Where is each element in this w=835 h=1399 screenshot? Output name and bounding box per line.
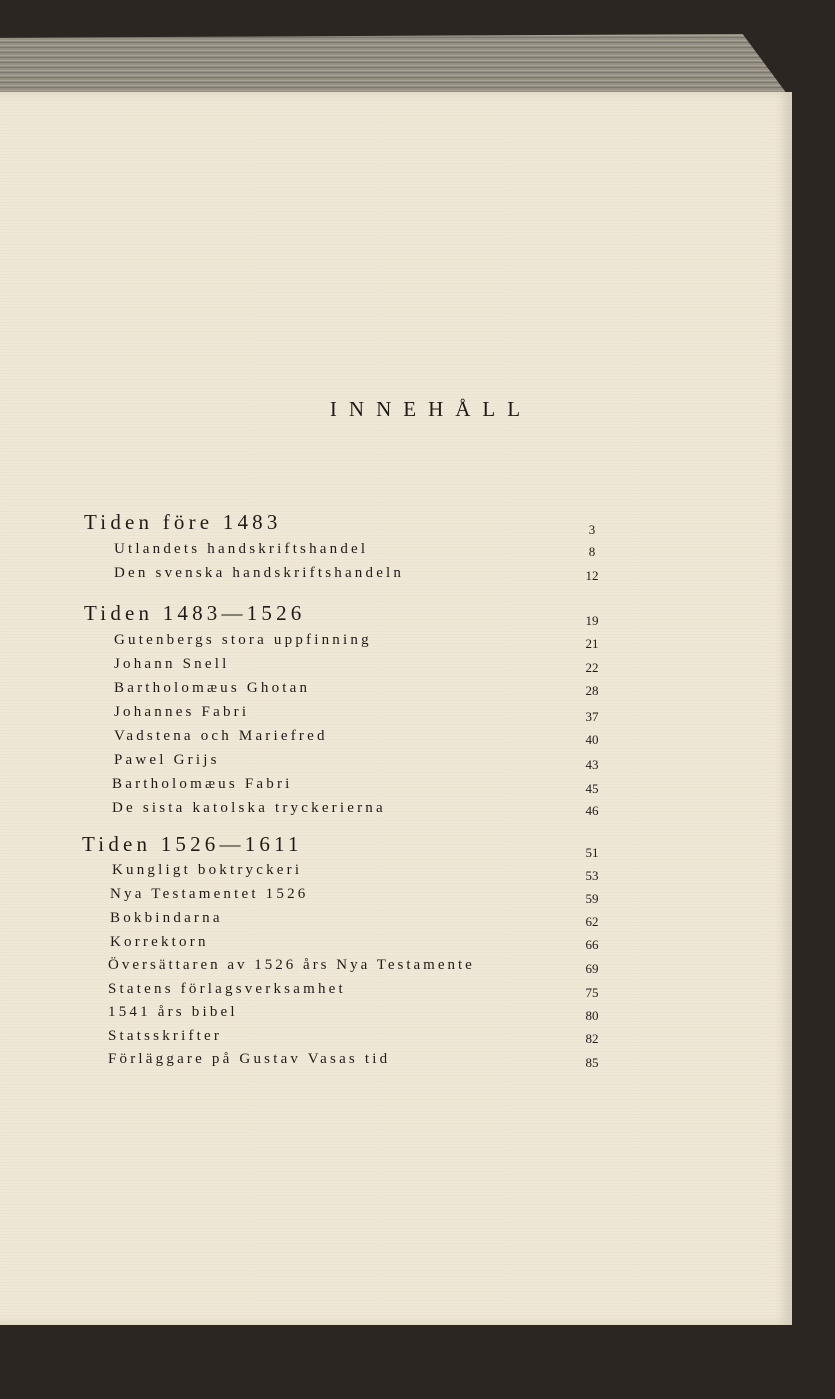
- toc-entry-page: 51: [585, 845, 599, 860]
- toc-entry-title: De sista katolska tryckerierna: [112, 800, 386, 816]
- book-page: [0, 92, 792, 1325]
- toc-entry-page: 75: [585, 985, 599, 1000]
- toc-entry-title: Bokbindarna: [110, 910, 223, 926]
- toc-entry-title: Kungligt boktryckeri: [112, 862, 303, 878]
- toc-entry-page: 19: [585, 613, 599, 628]
- page-edges: [0, 34, 790, 98]
- toc-entry-page: 85: [585, 1055, 599, 1070]
- toc-entry-title: Johannes Fabri: [114, 704, 250, 720]
- toc-entry-title: Utlandets handskriftshandel: [114, 541, 369, 557]
- toc-entry-page: 37: [585, 709, 599, 724]
- toc-entry-page: 40: [585, 732, 599, 747]
- toc-entry-title: Bartholomæus Fabri: [112, 776, 293, 792]
- toc-entry-page: 28: [585, 683, 599, 698]
- toc-entry-title: Gutenbergs stora uppfinning: [114, 632, 372, 648]
- toc-entry-title: Johann Snell: [114, 656, 230, 672]
- page-title: INNEHÅLL: [329, 397, 533, 421]
- toc-entry-page: 62: [585, 914, 599, 929]
- toc-entry-title: Pawel Grijs: [114, 752, 220, 768]
- toc-entry-page: 46: [585, 803, 599, 818]
- toc-entry-page: 59: [585, 891, 599, 906]
- toc-entry-page: 80: [585, 1008, 599, 1023]
- toc-entry-title: Statens förlagsverksamhet: [108, 981, 346, 997]
- toc-entry-title: Bartholomæus Ghotan: [114, 680, 311, 696]
- toc-entry-page: 69: [585, 961, 599, 976]
- toc-entry-page: 8: [588, 544, 596, 559]
- toc-entry-title: Korrektorn: [110, 934, 209, 950]
- toc-entry-title: Nya Testamentet 1526: [110, 886, 309, 902]
- toc-entry-title: Tiden 1526—1611: [82, 832, 303, 856]
- toc-entry-page: 66: [585, 937, 599, 952]
- toc-entry-title: Förläggare på Gustav Vasas tid: [108, 1051, 391, 1067]
- toc-entry-page: 45: [585, 781, 599, 796]
- toc-entry-title: Den svenska handskriftshandeln: [114, 565, 405, 581]
- toc-entry-title: Statsskrifter: [108, 1028, 223, 1044]
- toc-entry-title: Vadstena och Mariefred: [114, 728, 328, 744]
- toc-entry-title: 1541 års bibel: [108, 1004, 238, 1020]
- toc-entry-title: Översättaren av 1526 års Nya Testamente: [108, 957, 475, 973]
- toc-entry-page: 22: [585, 660, 599, 675]
- toc-entry-page: 12: [585, 568, 599, 583]
- toc-entry-title: Tiden 1483—1526: [84, 601, 306, 625]
- toc-entry-page: 43: [585, 757, 599, 772]
- toc-entry-page: 53: [585, 868, 599, 883]
- toc-entry-title: Tiden före 1483: [84, 510, 282, 534]
- toc-entry-page: 82: [585, 1031, 599, 1046]
- toc-entry-page: 21: [585, 636, 599, 651]
- toc-entry-page: 3: [588, 522, 596, 537]
